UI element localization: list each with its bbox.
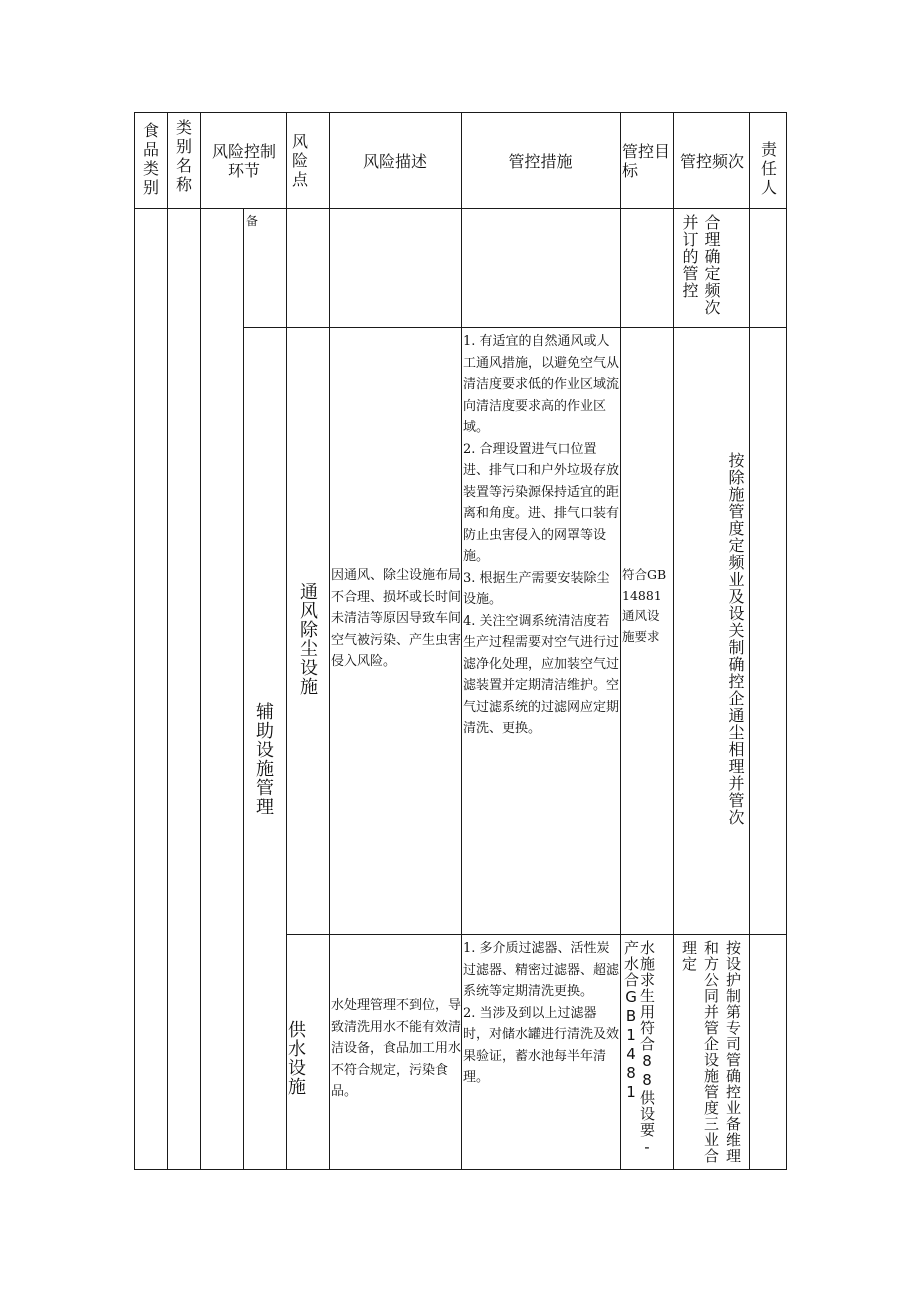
col-line-10 [786,112,787,1170]
row2-measure-1: 1. 有适宜的自然通风或人工通风措施，以避免空气从清洁度要求低的作业区域流向清洁度要求高的作业区域。 [463,334,620,435]
col-line-0 [134,112,135,1170]
col-line-3 [243,208,244,1170]
row2-description: 因通风、除尘设施布局不合理、损坏或长时间未清洁等原因导致车间空气被污染、产生虫害侵入风险。 [331,568,462,669]
header-control-frequency: 管控频次 [679,152,744,171]
header-control-measures: 管控措施 [508,152,573,171]
col-line-6 [461,112,462,1170]
row3-description: 水处理管理不到位，导致清洗用水不能有效清洁设备，食品加工用水不符合规定，污染食品。 [331,998,462,1099]
row2-measure-3: 3. 根据生产需要安装除尘设施。 [463,570,610,607]
row3-measures [463,938,620,1089]
header-risk-control-link: 风险控制环节 [211,142,276,180]
col-line-7 [620,112,621,1170]
row2-measures [463,331,620,740]
header-food-category: 食品类别 [142,121,159,197]
col-line-8 [673,112,674,1170]
row1-risk-point-fragment: 备 [246,214,259,228]
col-line-5 [329,112,330,1170]
row2-target: 符合GB14881通风设施要求 [622,567,667,644]
row3-frequency: 按设护制第专司管确控业备维理和方公同并管企设施管度三业合理定 [680,940,742,1164]
row3-target: 水施求生用符合88供设要-产水合GB1481 [622,940,656,1157]
row-divider-1 [243,327,787,328]
group-risk-control-link: 辅助设施管理 [253,702,274,816]
header-control-target: 管控目标 [622,142,671,180]
header-responsible-person: 责任人 [760,140,777,197]
row1-frequency: 合理确定频次并订的管控 [680,214,721,316]
col-line-9 [749,112,750,1170]
col-line-2 [200,112,201,1170]
row2-measure-4: 4. 关注空调系统清洁度若生产过程需要对空气进行过滤净化处理，应加装空气过滤装置并定期清洁维护。空气过滤系统的过滤网应定期清洗、更换。 [463,613,620,736]
col-line-4 [286,112,287,1170]
row2-risk-point: 通风除尘设施 [297,582,318,696]
row3-risk-point: 供水设施 [285,1020,306,1096]
row2-frequency: 按除施管度定频业及设关制确控企通尘相理并管次 [726,452,745,826]
header-risk-description: 风险描述 [362,152,427,171]
col-line-1 [167,112,168,1170]
row-divider-2 [286,934,787,935]
header-category-name: 类别名称 [175,118,192,194]
row3-measure-2: 2. 当涉及到以上过滤器时，对储水罐进行清洗及效果验证，蓄水池每半年清理。 [463,1005,620,1085]
row2-measure-2: 2. 合理设置进气口位置进、排气口和户外垃圾存放装置等污染源保持适宜的距离和角度。进、排气口装有防止虫害侵入的网罩等设施。 [463,441,620,564]
row3-measure-1: 1. 多介质过滤器、活性炭过滤器、精密过滤器、超滤系统等定期清洗更换。 [463,941,620,999]
header-risk-point: 风险点 [291,132,308,189]
